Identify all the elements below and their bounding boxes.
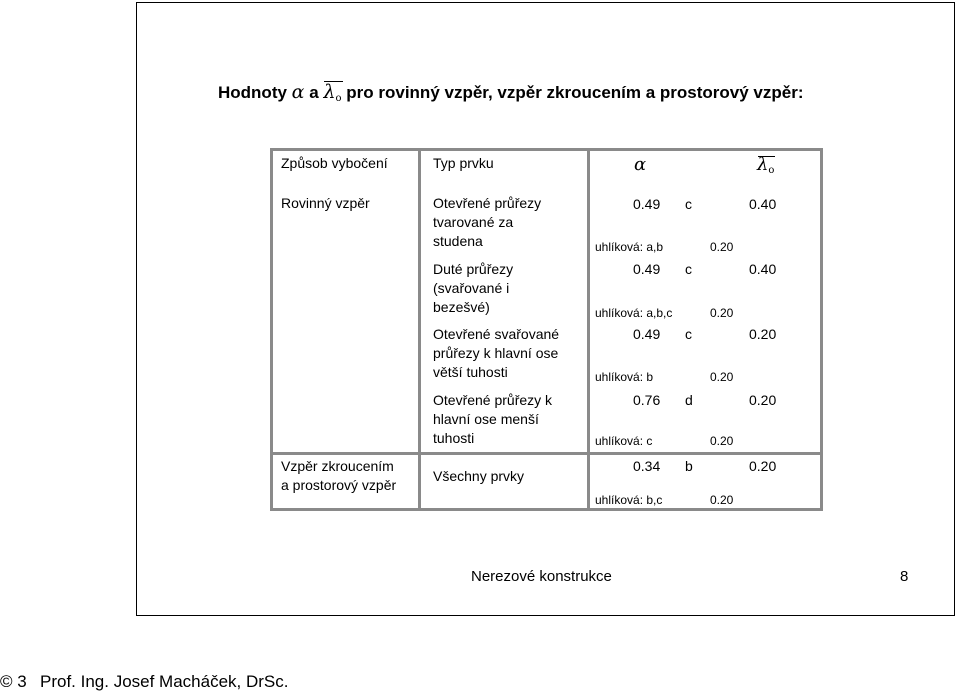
row-type-line: Otevřené svařované: [433, 326, 560, 342]
row-ss-label: uhlíková: b,c: [595, 493, 663, 507]
row-type-line: tvarované za: [433, 214, 514, 230]
row-type-line: průřezy k hlavní ose: [433, 345, 559, 361]
header-lambda: λo: [757, 154, 775, 176]
row-curve: b: [685, 458, 693, 474]
title-conj: a: [309, 83, 319, 102]
row-mode-torsional: a prostorový vzpěr: [281, 477, 397, 493]
row-lambda: 0.20: [749, 392, 777, 408]
row-ss-label: uhlíková: a,b,c: [595, 306, 673, 320]
row-type-line: Otevřené průřezy: [433, 195, 542, 211]
table-divider: [270, 508, 823, 511]
table-divider: [270, 148, 823, 151]
row-type-line: hlavní ose menší: [433, 411, 539, 427]
row-lambda: 0.20: [749, 326, 777, 342]
row-curve: c: [685, 261, 692, 277]
row-type-line: (svařované i: [433, 280, 510, 296]
row-alpha: 0.76: [633, 392, 661, 408]
row-lambda: 0.40: [749, 261, 777, 277]
footer-course: Nerezové konstrukce: [471, 568, 612, 585]
row-type-line: studena: [433, 233, 483, 249]
row-lambda: 0.40: [749, 196, 777, 212]
row-type-line: Všechny prvky: [433, 468, 525, 484]
bottom-author: Prof. Ing. Josef Macháček, DrSc.: [40, 672, 289, 691]
row-ss-value: 0.20: [710, 493, 734, 507]
lambda-symbol: λo: [323, 81, 342, 104]
row-ss-label: uhlíková: a,b: [595, 240, 664, 254]
row-ss-value: 0.20: [710, 306, 734, 320]
header-type: Typ prvku: [433, 155, 494, 171]
row-alpha: 0.49: [633, 326, 661, 342]
row-curve: c: [685, 326, 692, 342]
row-type-line: tuhosti: [433, 430, 475, 446]
title-suffix: pro rovinný vzpěr, vzpěr zkroucením a prostorový vzpěr:: [346, 83, 804, 102]
row-mode-planar: Rovinný vzpěr: [281, 195, 370, 211]
slide-title: [218, 81, 804, 103]
title-prefix: Hodnoty: [218, 83, 287, 102]
table-divider: [820, 148, 823, 511]
row-curve: c: [685, 196, 692, 212]
alpha-symbol: α: [291, 81, 305, 103]
row-mode-torsional: Vzpěr zkroucením: [281, 458, 394, 474]
row-ss-label: uhlíková: c: [595, 434, 653, 448]
row-type-line: větší tuhosti: [433, 364, 508, 380]
row-ss-label: uhlíková: b: [595, 370, 654, 384]
row-ss-value: 0.20: [710, 434, 734, 448]
row-ss-value: 0.20: [710, 370, 734, 384]
row-type-line: bezešvé): [433, 299, 490, 315]
row-curve: d: [685, 392, 693, 408]
bottom-copyright: © 3: [0, 672, 27, 691]
table-divider: [418, 148, 421, 511]
row-alpha: 0.49: [633, 196, 661, 212]
table-divider: [270, 452, 823, 455]
table-divider: [587, 148, 590, 511]
row-ss-value: 0.20: [710, 240, 734, 254]
row-lambda: 0.20: [749, 458, 777, 474]
table-divider: [270, 148, 273, 511]
row-type-line: Otevřené průřezy k: [433, 392, 553, 408]
header-alpha: α: [634, 154, 647, 175]
row-alpha: 0.49: [633, 261, 661, 277]
row-type-line: Duté průřezy: [433, 261, 514, 277]
row-alpha: 0.34: [633, 458, 661, 474]
footer-page-number: 8: [900, 568, 909, 585]
header-mode: Způsob vybočení: [281, 155, 388, 171]
